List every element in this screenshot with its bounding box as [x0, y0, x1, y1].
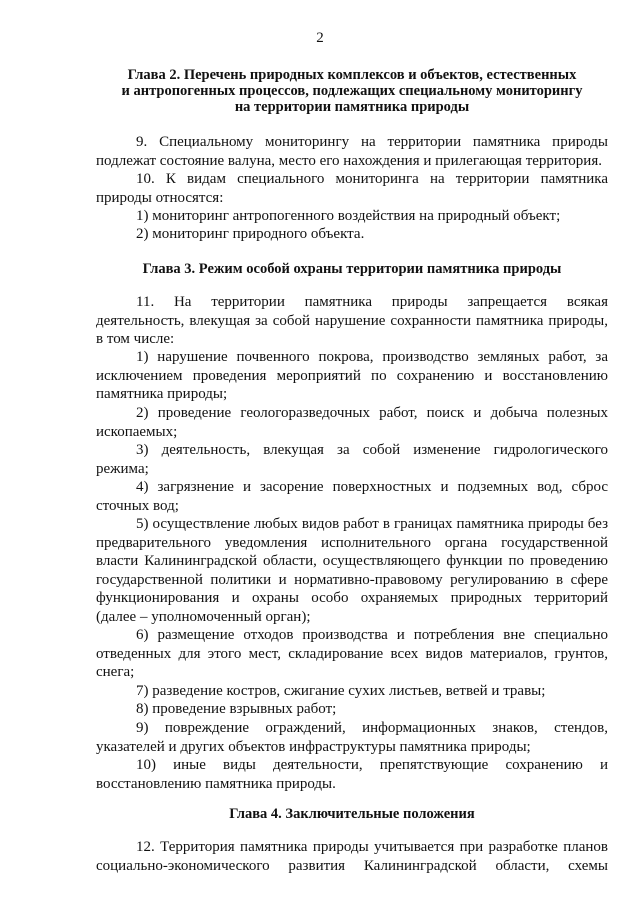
paragraph-line: ископаемых; [96, 423, 178, 440]
paragraph-line: 1) нарушение почвенного покрова, производство земляных работ, за [136, 349, 608, 365]
paragraph-line: восстановлению памятника природы. [96, 775, 336, 792]
prohibition-2 [96, 404, 608, 441]
chapter-4-heading-line: Глава 4. Заключительные положения [229, 806, 475, 822]
paragraph-line: указателей и других объектов инфраструктуры памятника природы; [96, 738, 531, 755]
paragraph-line: государственной политики и нормативно-правовому регулированию в сфере [96, 571, 608, 588]
prohibition-9 [96, 719, 608, 756]
paragraph-line: 11. На территории памятника природы запрещается всякая [136, 294, 608, 310]
paragraph-line: функционирования и охраны особо охраняемых природных территорий [96, 590, 608, 606]
paragraph-12 [96, 838, 608, 875]
paragraph-line: власти Калининградской области, осуществляющего функции по проведению [96, 553, 608, 569]
chapter-2-heading-line: на территории памятника природы [234, 99, 470, 115]
paragraph-line: деятельность, влекущая за собой нарушение сохранности памятника природы, [96, 312, 608, 329]
paragraph-line: 10) иные виды деятельности, препятствующие сохранению и [136, 757, 608, 773]
chapter-2-heading-line: Глава 2. Перечень природных комплексов и объектов, естественных [127, 67, 577, 83]
chapter-2-heading [96, 67, 608, 115]
chapter-3-heading-line: Глава 3. Режим особой охраны территории памятника природы [142, 261, 562, 277]
page-number: 2 [316, 30, 324, 46]
paragraph-line: памятника природы; [96, 386, 228, 402]
paragraph-line: 5) осуществление любых видов работ в границах памятника природы без [136, 516, 608, 532]
paragraph-line: снега; [96, 664, 135, 680]
paragraph-line: 8) проведение взрывных работ; [136, 701, 337, 717]
paragraph-line: исключением проведения мероприятий по сохранению и восстановлению [96, 367, 608, 384]
prohibition-10 [96, 756, 608, 793]
prohibition-5 [96, 515, 608, 626]
paragraph-line: отведенных для этого мест, складирование всех видов материалов, грунтов, [96, 645, 608, 662]
paragraph-line: 6) размещение отходов производства и потребления вне специально [136, 627, 608, 643]
paragraph-line: 7) разведение костров, сжигание сухих листьев, ветвей и травы; [136, 683, 546, 699]
paragraph-line: 9) повреждение ограждений, информационных знаков, стендов, [136, 720, 608, 736]
prohibition-4 [96, 478, 608, 515]
paragraph-10 [96, 170, 608, 207]
chapter-4-heading [96, 806, 608, 822]
paragraph-line: социально-экономического развития Калининградской области, схемы [96, 857, 608, 874]
paragraph-line: 2) проведение геологоразведочных работ, поиск и добыча полезных [136, 405, 608, 421]
chapter-2-heading-line: и антропогенных процессов, подлежащих специальному мониторингу [121, 83, 583, 99]
paragraph-line: режима; [96, 460, 149, 477]
prohibition-7 [96, 682, 608, 701]
prohibition-3 [96, 441, 608, 478]
paragraph-line: 3) деятельность, влекущая за собой изменение гидрологического [136, 442, 608, 458]
paragraph-line: (далее – уполномоченный орган); [96, 608, 311, 625]
paragraph-line: 9. Специальному мониторингу на территории памятника природы [136, 134, 608, 150]
paragraph-line: сточных вод; [96, 497, 179, 514]
paragraph-9 [96, 133, 608, 170]
prohibition-1 [96, 348, 608, 404]
paragraph-line: подлежат состояние валуна, место его нахождения и прилегающая территория. [96, 152, 602, 169]
paragraph-line: 2) мониторинг природного объекта. [136, 226, 365, 242]
prohibition-8 [96, 700, 608, 719]
paragraph-line: в том числе: [96, 331, 175, 347]
paragraph-line: 10. К видам специального мониторинга на территории памятника [136, 171, 608, 187]
paragraph-line: 1) мониторинг антропогенного воздействия на природный объект; [136, 208, 561, 224]
paragraph-line: 12. Территория памятника природы учитывается при разработке планов [136, 839, 608, 855]
paragraph-line: предварительного уведомления исполнительного органа государственной [96, 534, 608, 551]
paragraph-line: 4) загрязнение и засорение поверхностных и подземных вод, сброс [136, 479, 608, 495]
list-item-2-monitoring [96, 225, 608, 244]
list-item-1-monitoring [96, 207, 608, 226]
prohibition-6 [96, 626, 608, 682]
paragraph-line: природы относятся: [96, 189, 224, 206]
paragraph-11 [96, 293, 608, 349]
chapter-3-heading [96, 261, 608, 277]
